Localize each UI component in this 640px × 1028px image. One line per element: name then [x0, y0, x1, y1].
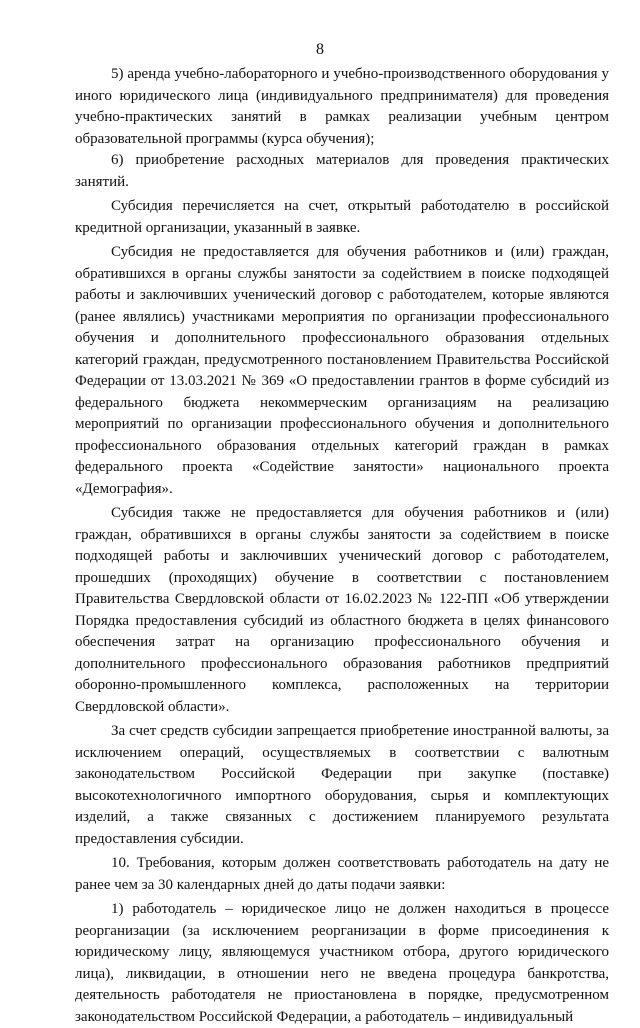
paragraph-requirement-1: 1) работодатель – юридическое лицо не должен находиться в процессе реорганизации (за исключением реорганизации в форме присоединения к юридическому лицу, являющемуся участником отбора, другого юридического лица), ликвидации, в отношении него не введена процедура банкротства, деятельность работодателя не приостановлена в порядке, предусмотренном законодательством Российской Федерации, а работодатель – индивидуальный — [75, 901, 609, 1025]
paragraph-currency-restriction: За счет средств субсидии запрещается приобретение иностранной валюты, за исключением операций, осуществляемых в соответствии с валютным законодательством Российской Федерации при закупке (поставке) высокотехнологичного импортного оборудования, сырья и комплектующих изделий, а также связанных с достижением планируемого результата предоставления субсидии. — [75, 723, 609, 847]
paragraph-item-5: 5) аренда учебно-лабораторного и учебно-производственного оборудования у иного юридического лица (индивидуального предпринимателя) для проведения учебно-практических занятий в рамках реализации учебным центром образовательной программы (курса обучения); — [75, 66, 609, 147]
paragraph-item-6: 6) приобретение расходных материалов для проведения практических занятий. — [75, 152, 609, 190]
paragraph-subsidy-exclusion-regional: Субсидия также не предоставляется для обучения работников и (или) граждан, обратившихся в органы службы занятости за содействием в поиске подходящей работы и заключивших ученический договор с работодателем, прошедших (проходящих) обучение в соответствии с постановлением Правительства Свердловской области от 16.02.2023 № 122-ПП «Об утверждении Порядка предоставления субсидий из областного бюджета в целях финансового обеспечения затрат на организацию профессионального обучения и дополнительного профессионального образования работников предприятий оборонно-промышленного комплекса, расположенных на территории Свердловской области». — [75, 505, 609, 715]
page-number: 8 — [316, 41, 324, 58]
paragraph-subsidy-exclusion-federal: Субсидия не предоставляется для обучения работников и (или) граждан, обратившихся в органы службы занятости за содействием в поиске подходящей работы и заключивших ученический договор с работодателем, которые являются (ранее являлись) участниками мероприятия по организации профессионального обучения и дополнительного профессионального образования отдельных категорий граждан, предусмотренного постановлением Правительства Российской Федерации от 13.03.2021 № 369 «О предоставлении грантов в форме субсидий из федерального бюджета некоммерческим организациям на реализацию мероприятий по организации профессионального обучения и дополнительного профессионального образования отдельных категорий граждан в рамках федерального проекта «Содействие занятости» национального проекта «Демография». — [75, 244, 609, 497]
paragraph-subsidy-transfer: Субсидия перечисляется на счет, открытый работодателю в российской кредитной организации, указанный в заявке. — [75, 198, 609, 236]
paragraph-section-10-heading: 10. Требования, которым должен соответствовать работодатель на дату не ранее чем за 30 календарных дней до даты подачи заявки: — [75, 855, 609, 893]
document-body — [75, 64, 609, 1028]
